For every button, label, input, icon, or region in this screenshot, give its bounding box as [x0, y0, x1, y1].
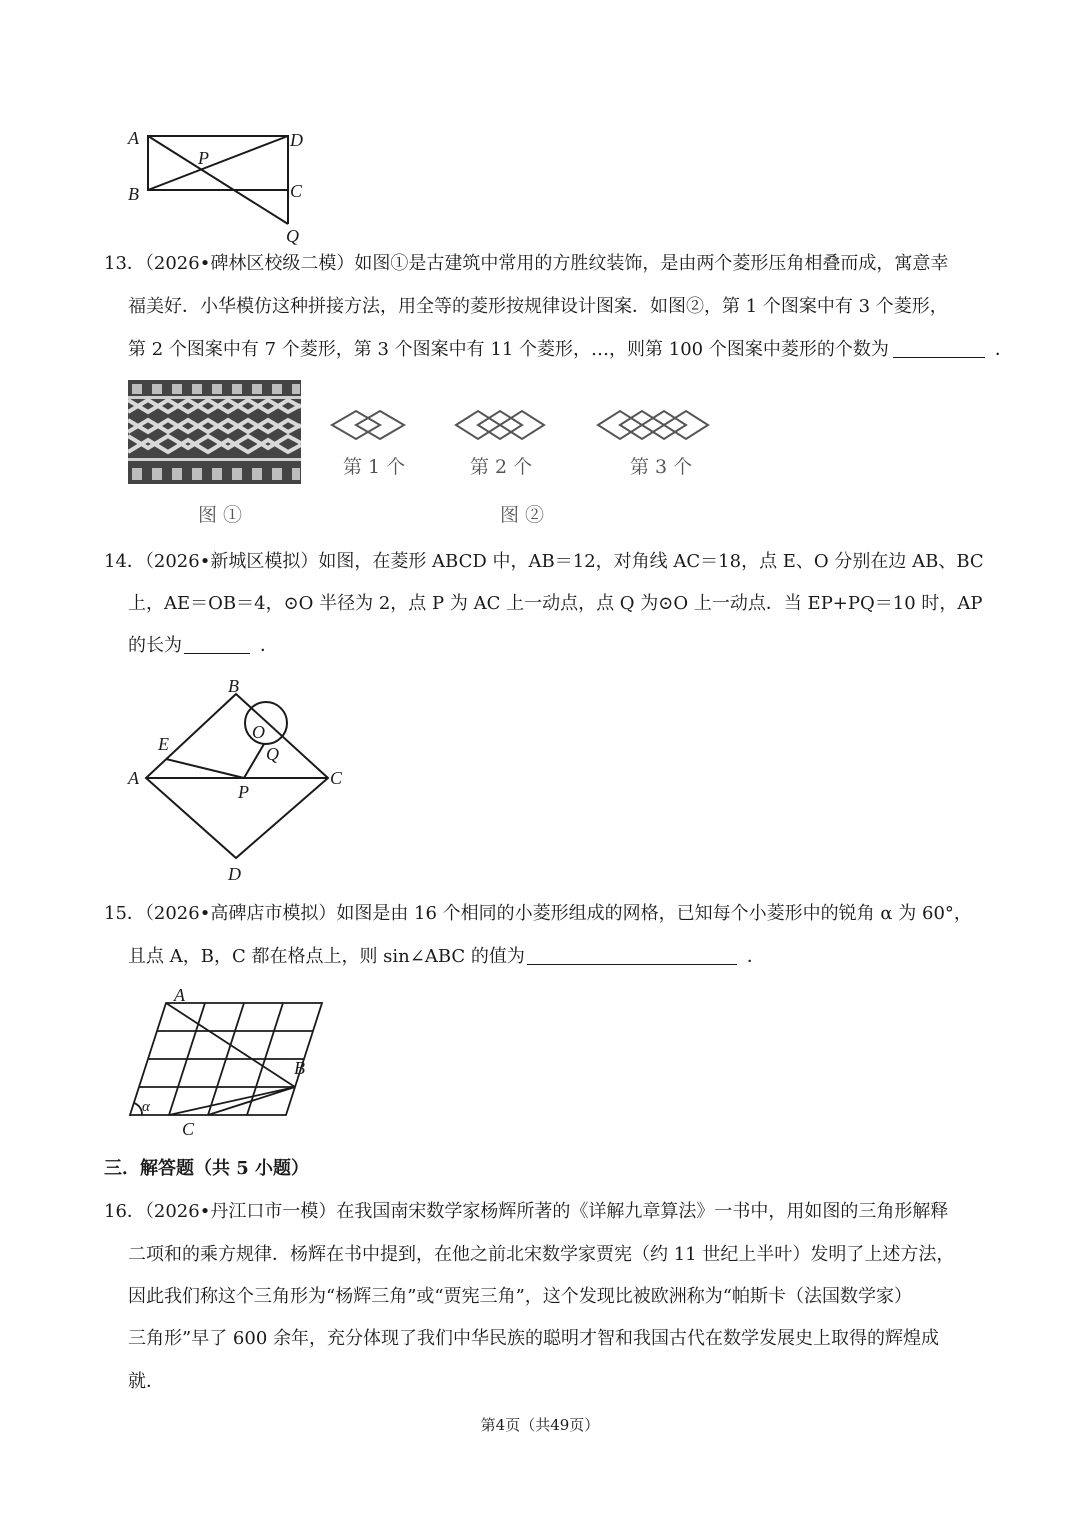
segment-pq	[244, 744, 264, 778]
answer-blank-q15[interactable]	[527, 946, 737, 965]
q14-line-2: 上，AE＝OB＝4，⊙O 半径为 2，点 P 为 AC 上一动点，点 Q 为⊙O 上一动点．当 EP+PQ＝10 时，AP	[128, 593, 983, 614]
q15-line-2	[128, 945, 765, 969]
q13-end-mark: ．	[994, 339, 1013, 360]
label-d: D	[290, 130, 303, 150]
segment-cb	[169, 1087, 295, 1115]
label-a: A	[128, 768, 139, 788]
q14-end-mark: ．	[260, 635, 278, 656]
pattern-2	[456, 411, 544, 439]
page-footer: 第4页（共49页）	[480, 1416, 600, 1434]
label-alpha: α	[142, 1099, 150, 1115]
pattern-3	[598, 411, 708, 439]
pattern-1	[332, 411, 404, 439]
q16-line-4: 三角形”早了 600 余年，充分体现了我们中华民族的聪明才智和我国古代在数学发展史上取得的辉煌成	[128, 1328, 939, 1349]
figure-q12	[120, 120, 320, 245]
segment-bd	[148, 136, 288, 190]
figure-q14	[120, 672, 360, 887]
q16-line-3: 因此我们称这个三角形为“杨辉三角”或“贾宪三角”，这个发现比被欧洲称为“帕斯卡（法国数学家）	[128, 1286, 913, 1307]
q13-line-3-text: 第 2 个图案中有 7 个菱形，第 3 个图案中有 11 个菱形，…，则第 100 个图案中菱形的个数为	[128, 339, 889, 360]
label-c: C	[182, 1119, 195, 1139]
pattern-label-2: 第 2 个	[470, 456, 533, 478]
label-a: A	[128, 128, 139, 148]
q13-line-2: 福美好．小华模仿这种拼接方法，用全等的菱形按规律设计图案．如图②，第 1 个图案中有 3 个菱形，	[128, 296, 948, 317]
q14-line-3	[128, 634, 278, 658]
pattern-label-1: 第 1 个	[343, 456, 406, 478]
label-o: O	[252, 722, 265, 742]
q15-line-2-text: 且点 A，B，C 都在格点上，则 sin∠ABC 的值为	[128, 946, 525, 967]
q16-line-1: 16．（2026•丹江口市一模）在我国南宋数学家杨辉所著的《详解九章算法》一书中，用如图的三角形解释	[104, 1201, 949, 1222]
q13-line-3	[128, 338, 1013, 362]
fangsheng-photo	[128, 380, 301, 484]
q13-line-1: 13．（2026•碑林区校级二模）如图①是古建筑中常用的方胜纹装饰，是由两个菱形压角相叠而成，寓意幸	[104, 253, 949, 274]
q16-line-2: 二项和的乘方规律．杨辉在书中提到，在他之前北宋数学家贾宪（约 11 世纪上半叶）发明了上述方法，	[128, 1244, 955, 1265]
label-c: C	[330, 768, 343, 788]
label-e: E	[158, 734, 169, 754]
label-p: P	[198, 148, 209, 168]
figure-2-caption: 图 ②	[500, 504, 545, 526]
pattern-label-3: 第 3 个	[630, 456, 693, 478]
label-p: P	[238, 782, 249, 802]
figure-q15	[120, 985, 340, 1140]
q14-line-3-text: 的长为	[128, 635, 182, 656]
q14-line-1: 14．（2026•新城区模拟）如图，在菱形 ABCD 中，AB＝12，对角线 AC＝18，点 E、O 分别在边 AB、BC	[104, 551, 984, 572]
answer-blank-q13[interactable]	[893, 339, 985, 358]
label-q: Q	[266, 744, 279, 764]
label-b: B	[228, 676, 239, 696]
rhombus-patterns	[328, 400, 728, 460]
q15-end-mark: ．	[746, 946, 765, 967]
label-d: D	[228, 864, 241, 884]
label-a: A	[174, 985, 185, 1005]
label-b: B	[294, 1058, 305, 1078]
section-3-title: 三．解答题（共 5 小题）	[104, 1158, 310, 1179]
label-c: C	[290, 181, 303, 201]
q15-line-1: 15．（2026•高碑店市模拟）如图是由 16 个相同的小菱形组成的网格，已知每个小菱形中的锐角 α 为 60°，	[104, 903, 972, 924]
q16-line-5: 就．	[128, 1371, 164, 1392]
segment-ep	[166, 759, 244, 778]
label-q: Q	[286, 226, 299, 245]
segment-ab	[166, 1003, 295, 1087]
figure-1-caption: 图 ①	[198, 504, 243, 526]
answer-blank-q14[interactable]	[184, 635, 250, 654]
label-b: B	[128, 184, 139, 204]
segment-aq	[148, 136, 288, 224]
